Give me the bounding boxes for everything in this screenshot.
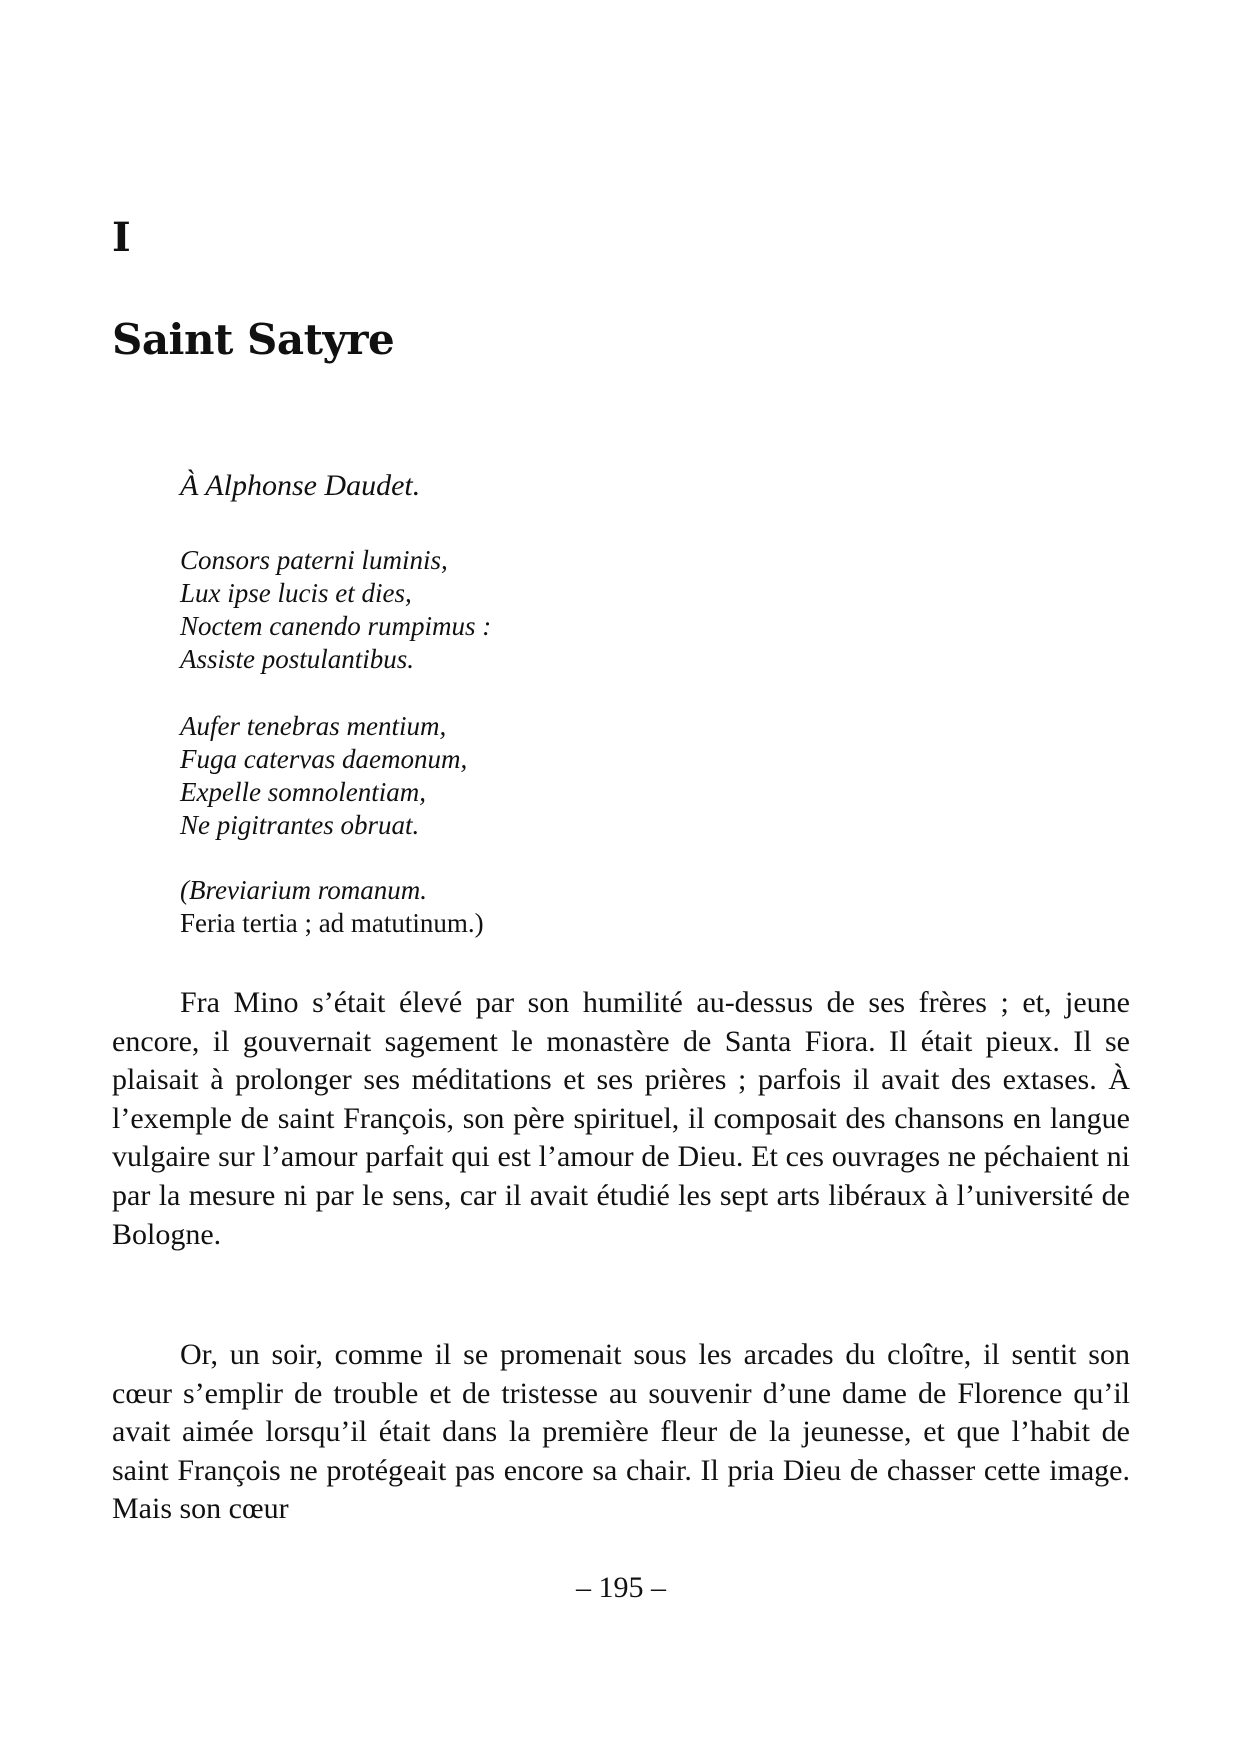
verse-line: Ne pigitrantes obruat. (180, 810, 420, 840)
chapter-number: I (112, 214, 131, 261)
page-number: – 195 – (576, 1571, 666, 1604)
epigraph-dedication: À Alphonse Daudet. (180, 469, 421, 502)
body-paragraph: Fra Mino s’était élevé par son humilité au-dessus de ses frères ; et, jeune encore, il gouvernait sagement le monastère de Santa Fiora. Il était pieux. Il se plaisait à prolonger ses méditations et ses prières ; parfois il avait des extases. À l’exemple de saint François, son père spirituel, il composait des chansons en langue vulgaire sur l’amour parfait qui est l’amour de Dieu. Et ces ouvrages ne péchaient ni par la mesure ni par le sens, car il avait étudié les sept arts libéraux à l’université de Bologne. (112, 986, 1130, 1251)
epigraph-stanza-2 (180, 710, 467, 842)
body-paragraph: Or, un soir, comme il se promenait sous les arcades du cloître, il sentit son cœur s’emplir de trouble et de tristesse au souvenir d’une dame de Florence qu’il avait aimée lorsqu’il était dans la première fleur de la jeunesse, et que l’habit de saint François ne protégeait pas encore sa chair. Il pria Dieu de chasser cette image. Mais son cœur (112, 1338, 1130, 1526)
verse-line: Lux ipse lucis et dies, (180, 578, 412, 608)
verse-line: Noctem canendo rumpimus : (180, 611, 492, 641)
epigraph-citation (180, 874, 484, 940)
chapter-title: Saint Satyre (112, 315, 395, 364)
epigraph-stanza-1 (180, 544, 491, 676)
verse-line: Aufer tenebras mentium, (180, 711, 447, 741)
citation-source: (Breviarium romanum. (180, 875, 427, 905)
verse-line: Consors paterni luminis, (180, 545, 448, 575)
verse-line: Fuga catervas daemonum, (180, 744, 468, 774)
citation-detail: Feria tertia ; ad matutinum.) (180, 908, 484, 938)
verse-line: Assiste postulantibus. (180, 644, 415, 674)
book-page (112, 0, 1130, 1755)
verse-line: Expelle somnolentiam, (180, 777, 426, 807)
